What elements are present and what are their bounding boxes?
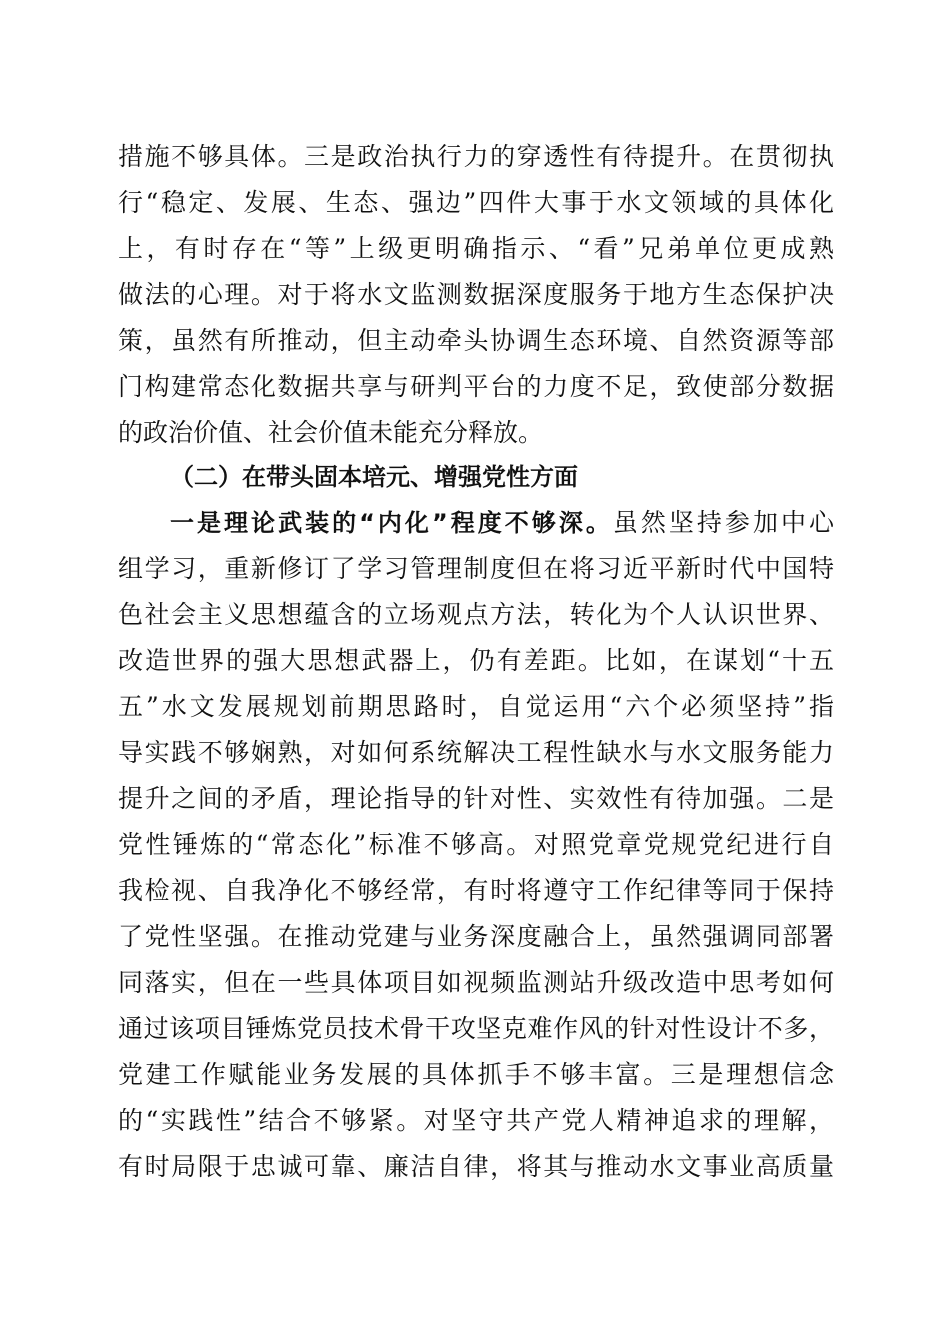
paragraph-line: 的“实践性”结合不够紧。对坚守共产党人精神追求的理解，	[118, 1106, 834, 1135]
paragraph-line: 有时局限于忠诚可靠、廉洁自律，将其与推动水文事业高质量	[118, 1152, 834, 1181]
paragraph-line: 了党性坚强。在推动党建与业务深度融合上，虽然强调同部署	[118, 922, 834, 951]
paragraph-line: 党建工作赋能业务发展的具体抓手不够丰富。三是理想信念	[118, 1060, 834, 1089]
paragraph-line: 通过该项目锤炼党员技术骨干攻坚克难作风的针对性设计不多，	[118, 1014, 834, 1043]
paragraph-line: 改造世界的强大思想武器上，仍有差距。比如，在谋划“十五	[118, 646, 834, 675]
paragraph-line: 做法的心理。对于将水文监测数据深度服务于地方生态保护决	[118, 280, 834, 309]
paragraph-line-rest: 虽然坚持参加中心	[612, 508, 834, 537]
paragraph-1	[118, 134, 834, 456]
paragraph-line: 上，有时存在“等”上级更明确指示、“看”兄弟单位更成熟	[118, 234, 834, 263]
paragraph-line: 策，虽然有所推动，但主动牵头协调生态环境、自然资源等部	[118, 326, 834, 355]
paragraph-2	[118, 500, 834, 1190]
paragraph-line: 五”水文发展规划前期思路时，自觉运用“六个必须坚持”指	[118, 692, 834, 721]
paragraph-line: 门构建常态化数据共享与研判平台的力度不足，致使部分数据	[118, 372, 834, 401]
paragraph-line: 同落实，但在一些具体项目如视频监测站升级改造中思考如何	[118, 968, 834, 997]
paragraph-line: 措施不够具体。三是政治执行力的穿透性有待提升。在贯彻执	[118, 142, 834, 171]
paragraph-line: 色社会主义思想蕴含的立场观点方法，转化为个人认识世界、	[118, 600, 834, 629]
paragraph-line: 的政治价值、社会价值未能充分释放。	[118, 418, 544, 447]
paragraph-line: 行“稳定、发展、生态、强边”四件大事于水文领域的具体化	[118, 188, 834, 217]
bold-lead-sentence: 一是理论武装的“内化”程度不够深。	[170, 509, 613, 537]
paragraph-first-line	[118, 500, 834, 546]
paragraph-line: 提升之间的矛盾，理论指导的针对性、实效性有待加强。二是	[118, 784, 834, 813]
paragraph-line: 组学习，重新修订了学习管理制度但在将习近平新时代中国特	[118, 554, 834, 583]
paragraph-line: 党性锤炼的“常态化”标准不够高。对照党章党规党纪进行自	[118, 830, 834, 859]
paragraph-line: 导实践不够娴熟，对如何系统解决工程性缺水与水文服务能力	[118, 738, 834, 767]
section-heading: （二）在带头固本培元、增强党性方面	[170, 463, 578, 491]
paragraph-line: 我检视、自我净化不够经常，有时将遵守工作纪律等同于保持	[118, 876, 834, 905]
